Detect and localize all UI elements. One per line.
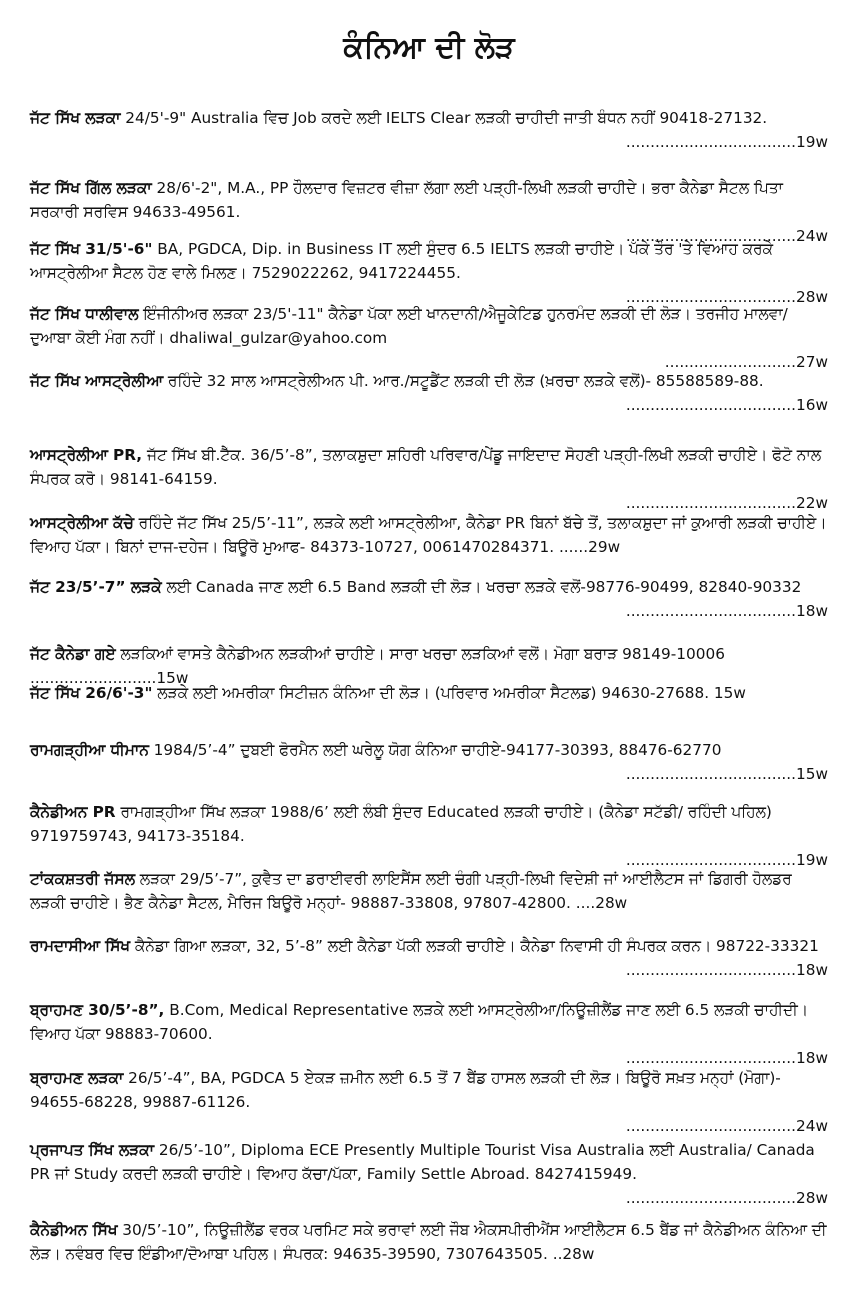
ad-code: ...................................22w [625,494,828,512]
ad-text: ਇੰਜੀਨੀਅਰ ਲੜਕਾ 23/5'-11" ਕੈਨੇਡਾ ਪੱਕਾ ਲਈ ਖਾਨਦਾਨੀ/ਐਜੂਕੇਟਿਡ ਹੁਨਰਮੰਦ ਲੜਕੀ ਦੀ ਲੋੜ। ਤਰਜੀਹ ਮਾਲਵਾ/ਦੁਆਬਾ ਕੋਈ ਮੰਗ ਨਹੀਂ। dhaliwal_gulzar@yahoo.com [30,305,788,347]
ad-entry [30,443,828,515]
ad-text: ਰਹਿੰਦੇ 32 ਸਾਲ ਆਸਟ੍ਰੇਲੀਅਨ ਪੀ. ਆਰ./ਸਟੂਡੈਂਟ ਲੜਕੀ ਦੀ ਲੋੜ (ਖ਼ਰਚਾ ਲੜਕੇ ਵਲੋਂ)- 85588589-88. [162,372,764,390]
ad-lead: ਬ੍ਰਾਹਮਣ 30/5’-8”, [30,1001,165,1019]
page-title: ਕੰਨਿਆ ਦੀ ਲੋੜ [343,30,515,65]
ad-text: 30/5’-10”, ਨਿਊਜ਼ੀਲੈਂਡ ਵਰਕ ਪਰਮਿਟ ਸਕੇ ਭਰਾਵਾਂ ਲਈ ਜੌਬ ਐਕਸਪੀਰੀਐਂਸ ਆਈਲੈਟਸ 6.5 ਬੈਂਡ ਜਾਂ ਕੈਨੇਡੀਅਨ ਕੰਨਿਆ ਦੀ ਲੋੜ। ਨਵੰਬਰ ਵਿਚ ਇੰਡੀਆ/ਦੋਆਬਾ ਪਹਿਲ। ਸੰਪਰਕ: 94635-39590, 7307643505. [30,1221,827,1263]
ad-code: ...................................18w [625,1049,828,1067]
ad-entry [30,800,828,872]
ad-text: BA, PGDCA, Dip. in Business IT ਲਈ ਸੁੰਦਰ 6.5 IELTS ਲੜਕੀ ਚਾਹੀਏ। ਪੱਕੇ ਤੌਰ 'ਤੇ ਵਿਆਹ ਕਰਕੇ ਆਸਟ੍ਰੇਲੀਆ ਸੈਟਲ ਹੋਣ ਵਾਲੇ ਮਿਲਣ। 7529022262, 9417224455. [30,240,773,282]
ad-text: ਕੈਨੇਡਾ ਗਿਆ ਲੜਕਾ, 32, 5’-8” ਲਈ ਕੈਨੇਡਾ ਪੱਕੀ ਲੜਕੀ ਚਾਹੀਏ। ਕੈਨੇਡਾ ਨਿਵਾਸੀ ਹੀ ਸੰਪਰਕ ਕਰਨ। 98722-33321 [130,937,819,955]
ad-lead: ਜੱਟ ਕੈਨੇਡਾ ਗਏ [30,645,116,663]
ad-text: 26/5’-4”, BA, PGDCA 5 ਏਕੜ ਜ਼ਮੀਨ ਲਈ 6.5 ਤੋਂ 7 ਬੈਂਡ ਹਾਸਲ ਲੜਕੀ ਦੀ ਲੋੜ। ਬਿਊਰੋ ਸਖ਼ਤ ਮਨ੍ਹਾਂ (ਮੋਗਾ)- 94655-68228, 99887-61126. [30,1069,781,1111]
ad-code: ...................................19w [625,851,828,869]
ad-entry [30,302,828,374]
ad-code: ...................................28w [625,1189,828,1207]
ad-code: ...................................16w [625,396,828,414]
ad-entry [30,106,828,154]
ad-text: B.Com, Medical Representative ਲੜਕੇ ਲਈ ਆਸਟ੍ਰੇਲੀਆ/ਨਿਊਜ਼ੀਲੈਂਡ ਜਾਣ ਲਈ 6.5 ਲੜਕੀ ਚਾਹੀਦੀ। ਵਿਆਹ ਪੱਕਾ 98883-70600. [30,1001,809,1043]
ad-entry [30,237,828,309]
ad-entry [30,738,828,786]
ad-code: ..28w [547,1245,595,1263]
ad-code: ....28w [570,894,628,912]
ad-lead: ਪ੍ਰਜਾਪਤ ਸਿੱਖ ਲੜਕਾ [30,1141,154,1159]
ad-lead: ਜੱਟ ਸਿੱਖ 31/5'-6" [30,240,153,258]
ad-entry [30,511,828,559]
ad-text: 1984/5’-4” ਦੁਬਈ ਫੋਰਮੈਨ ਲਈ ਘਰੇਲੂ ਯੋਗ ਕੰਨਿਆ ਚਾਹੀਏ-94177-30393, 88476-62770 [148,741,722,759]
ad-lead: ਜੱਟ ਸਿੱਖ ਆਸਟ੍ਰੇਲੀਆ [30,372,163,390]
ad-code: ...................................18w [625,602,828,620]
ad-lead: ਜੱਟ ਸਿੱਖ 26/6'-3" [30,684,153,702]
ad-text: 26/5’-10”, Diploma ECE Presently Multiple Tourist Visa Australia ਲਈ Australia/ Canada PR ਜਾਂ Study ਕਰਦੀ ਲੜਕੀ ਚਾਹੀਏ। ਵਿਆਹ ਕੱਚਾ/ਪੱਕਾ, Family Settle Abroad. 8427415949. [30,1141,815,1183]
ad-text: ਜੱਟ ਸਿੱਖ ਬੀ.ਟੈੱਕ. 36/5’-8”, ਤਲਾਕਸ਼ੁਦਾ ਸ਼ਹਿਰੀ ਪਰਿਵਾਰ/ਪੇਂਡੂ ਜਾਇਦਾਦ ਸੋਹਣੀ ਪੜ੍ਹੀ-ਲਿਖੀ ਲੜਕੀ ਚਾਹੀਏ। ਫੋਟੋ ਨਾਲ ਸੰਪਰਕ ਕਰੋ। 98141-64159. [30,446,822,488]
ad-entry [30,575,828,623]
ad-lead: ਬ੍ਰਾਹਮਣ ਲੜਕਾ [30,1069,124,1087]
ad-text: 24/5'-9" Australia ਵਿਚ Job ਕਰਦੇ ਲਈ IELTS Clear ਲੜਕੀ ਚਾਹੀਦੀ ਜਾਤੀ ਬੰਧਨ ਨਹੀਂ 90418-27132. [120,109,768,127]
ad-entry [30,998,828,1070]
ad-lead: ਜੱਟ ਸਿੱਖ ਗਿੱਲ ਲੜਕਾ [30,179,152,197]
ad-code: ...................................28w [625,288,828,306]
ad-code: ..........................15w [30,669,189,687]
ad-text: ਲਈ Canada ਜਾਣ ਲਈ 6.5 Band ਲੜਕੀ ਦੀ ਲੋੜ। ਖਰਚਾ ਲੜਕੇ ਵਲੋਂ-98776-90499, 82840-90332 [161,578,802,596]
ad-code: ...................................19w [625,133,828,151]
ad-entry [30,369,828,417]
ad-entry [30,1066,828,1138]
ad-entry [30,1218,828,1266]
ad-lead: ਆਸਟ੍ਰੇਲੀਆ ਕੱਚੇ [30,514,134,532]
ad-code: ...................................18w [625,961,828,979]
ad-lead: ਕੈਨੇਡੀਅਨ PR [30,803,116,821]
ad-entry [30,1138,828,1210]
ad-lead: ਆਸਟ੍ਰੇਲੀਆ PR, [30,446,143,464]
ad-code: ...................................15w [625,765,828,783]
ad-text: ਲੜਕਿਆਂ ਵਾਸਤੇ ਕੈਨੇਡੀਅਨ ਲੜਕੀਆਂ ਚਾਹੀਏ। ਸਾਰਾ ਖਰਚਾ ਲੜਕਿਆਂ ਵਲੋਂ। ਮੋਗਾ ਬਰਾੜ 98149-10006 [115,645,725,663]
ad-text: ਰਾਮਗੜ੍ਹੀਆ ਸਿੱਖ ਲੜਕਾ 1988/6’ ਲਈ ਲੰਬੀ ਸੁੰਦਰ Educated ਲੜਕੀ ਚਾਹੀਏ। (ਕੈਨੇਡਾ ਸਟੱਡੀ/ ਰਹਿੰਦੀ ਪਹਿਲ) 9719759743, 94173-35184. [30,803,772,845]
ad-entry [30,867,828,915]
ad-code: ...........................27w [664,353,828,371]
ad-entry [30,934,828,982]
ad-lead: ਜੱਟ ਸਿੱਖ ਧਾਲੀਵਾਲ [30,305,139,323]
ad-lead: ਕੈਨੇਡੀਅਨ ਸਿੱਖ [30,1221,118,1239]
ad-text: 28/6'-2", M.A., PP ਹੌਲਦਾਰ ਵਿਜ਼ਟਰ ਵੀਜ਼ਾ ਲੱਗਾ ਲਈ ਪੜ੍ਹੀ-ਲਿਖੀ ਲੜਕੀ ਚਾਹੀਦੇ। ਭਰਾ ਕੈਨੇਡਾ ਸੈਟਲ ਪਿਤਾ ਸਰਕਾਰੀ ਸਰਵਿਸ 94633-49561. [30,179,783,221]
ad-entry [30,681,828,705]
ad-code: ......29w [554,538,621,556]
ad-lead: ਰਾਮਦਾਸੀਆ ਸਿੱਖ [30,937,130,955]
ad-code: ...................................24w [625,227,828,245]
ad-lead: ਜੱਟ 23/5’-7” ਲੜਕੇ [30,578,162,596]
ad-lead: ਰਾਮਗੜ੍ਹੀਆ ਧੀਮਾਨ [30,741,149,759]
ad-lead: ਜੱਟ ਸਿੱਖ ਲੜਕਾ [30,109,121,127]
ad-code: ...................................24w [625,1117,828,1135]
ad-text: ਲੜਕਾ 29/5’-7”, ਕੁਵੈਤ ਦਾ ਡਰਾਈਵਰੀ ਲਾਇਸੈਂਸ ਲਈ ਚੰਗੀ ਪੜ੍ਹੀ-ਲਿਖੀ ਵਿਦੇਸ਼ੀ ਜਾਂ ਆਈਲੈਟਸ ਜਾਂ ਡਿਗਰੀ ਹੋਲਡਰ ਲੜਕੀ ਚਾਹੀਏ। ਭੈਣ ਕੈਨੇਡਾ ਸੈਟਲ, ਮੈਰਿਜ ਬਿਊਰੋ ਮਨ੍ਹਾਂ- 98887-33808, 97807-42800. [30,870,792,912]
ad-code: 15w [709,684,746,702]
ad-lead: ਟਾਂਕਕਸ਼ਤਰੀ ਜੱਸਲ [30,870,135,888]
ad-text: ਲੜਕੇ ਲਈ ਅਮਰੀਕਾ ਸਿਟੀਜ਼ਨ ਕੰਨਿਆ ਦੀ ਲੋੜ। (ਪਰਿਵਾਰ ਅਮਰੀਕਾ ਸੈਟਲਡ) 94630-27688. [152,684,710,702]
ad-text: ਰਹਿੰਦੇ ਜੱਟ ਸਿੱਖ 25/5’-11”, ਲੜਕੇ ਲਈ ਆਸਟ੍ਰੇਲੀਆ, ਕੈਨੇਡਾ PR ਬਿਨਾਂ ਬੱਚੇ ਤੋਂ, ਤਲਾਕਸ਼ੁਦਾ ਜਾਂ ਕੁਆਰੀ ਲੜਕੀ ਚਾਹੀਏ। ਵਿਆਹ ਪੱਕਾ। ਬਿਨਾਂ ਦਾਜ-ਦਹੇਜ। ਬਿਊਰੋ ਮੁਆਫ- 84373-10727, 0061470284371. [30,514,827,556]
